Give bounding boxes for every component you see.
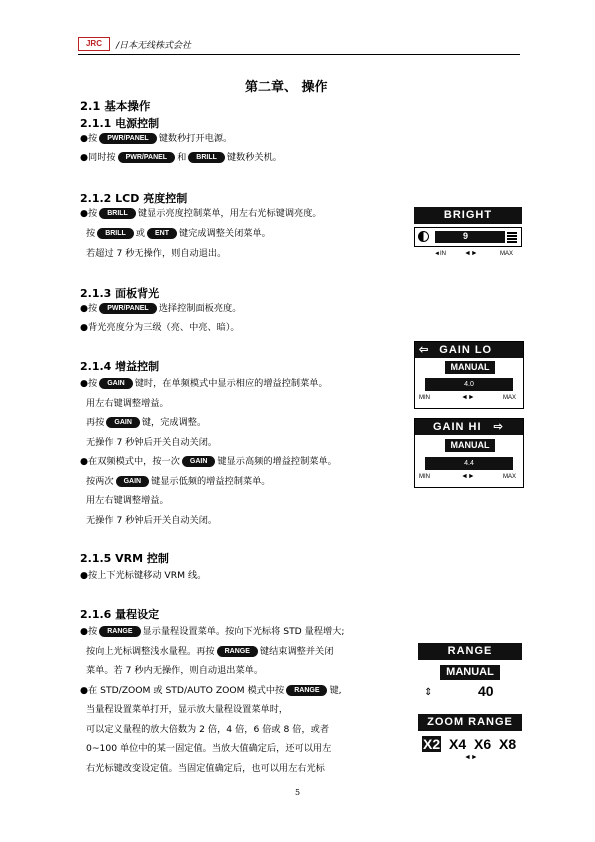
arrows-icon: ◄► bbox=[464, 250, 478, 257]
range-mode: MANUAL bbox=[440, 665, 500, 680]
pwr-panel-key: PWR/PANEL bbox=[118, 152, 175, 163]
text-line: 再按 GAIN 键，完成调整。 bbox=[86, 417, 207, 428]
bright-min-label: ◄IN bbox=[434, 251, 446, 257]
zoom-option: X6 bbox=[474, 736, 492, 752]
gain-hi-title-bar bbox=[415, 419, 523, 435]
text-line: ●在 STD/ZOOM 或 STD/AUTO ZOOM 模式中按 RANGE 键, bbox=[80, 685, 342, 696]
gain-hi-mode: MANUAL bbox=[445, 439, 495, 452]
text-line: 无操作 7 秒钟后开关自动关闭。 bbox=[86, 515, 218, 526]
pwr-panel-key: PWR/PANEL bbox=[99, 303, 156, 314]
gain-hi-value: 4.4 bbox=[425, 457, 513, 470]
text-line: 按向上光标调整浅水量程。再按 RANGE 键结束调整并关闭 bbox=[86, 646, 334, 657]
range-key: RANGE bbox=[217, 646, 258, 657]
up-down-icon: ⇕ bbox=[424, 687, 433, 698]
gain-hi-panel bbox=[414, 418, 524, 488]
section-2-1-3: 2.1.3 面板背光 bbox=[80, 287, 160, 300]
left-arrow-icon: ⇦ bbox=[419, 344, 430, 356]
gain-key: GAIN bbox=[182, 456, 216, 467]
gain-hi-title: GAIN HI bbox=[433, 421, 482, 433]
range-value: 40 bbox=[478, 683, 494, 699]
gain-lo-title: GAIN LO bbox=[439, 344, 493, 356]
arrows-icon: ◄► bbox=[461, 473, 475, 480]
range-key: RANGE bbox=[286, 685, 327, 696]
text-line: 按 BRILL 或 ENT 键完成调整关闭菜单。 bbox=[86, 228, 271, 239]
bright-bar bbox=[414, 227, 522, 247]
brill-key: BRILL bbox=[188, 152, 225, 163]
gain-key: GAIN bbox=[99, 378, 133, 389]
text-line: 用左右键调整增益。 bbox=[86, 495, 169, 506]
zoom-option: X8 bbox=[499, 736, 517, 752]
range-title: RANGE bbox=[418, 643, 522, 660]
gain-hi-min: MIN bbox=[419, 474, 430, 480]
gain-hi-max: MAX bbox=[503, 474, 517, 480]
text-line: 用左右键调整增益。 bbox=[86, 398, 169, 409]
bright-title: BRIGHT bbox=[414, 207, 522, 224]
page-number: 5 bbox=[295, 788, 301, 797]
jrc-logo: JRC bbox=[78, 37, 110, 51]
range-key: RANGE bbox=[99, 626, 140, 637]
section-2-1: 2.1 基本操作 bbox=[80, 99, 151, 113]
text-line: ●同时按 PWR/PANEL 和 BRILL 键数秒关机。 bbox=[80, 152, 282, 163]
gain-lo-min: MIN bbox=[419, 395, 430, 401]
section-2-1-4: 2.1.4 增益控制 bbox=[80, 360, 160, 373]
text-line: ●按 PWR/PANEL 键数秒打开电源。 bbox=[80, 133, 233, 144]
text-line: 无操作 7 秒钟后开关自动关闭。 bbox=[86, 437, 218, 448]
page-header bbox=[78, 36, 520, 55]
text-line: 按两次 GAIN 键显示低频的增益控制菜单。 bbox=[86, 476, 271, 487]
range-panel bbox=[418, 643, 522, 705]
text-line: ●按 GAIN 键时，在单频模式中显示相应的增益控制菜单。 bbox=[80, 378, 328, 389]
bright-value: 9 bbox=[463, 231, 469, 241]
arrows-icon: ◄► bbox=[464, 754, 478, 761]
section-2-1-1: 2.1.1 电源控制 bbox=[80, 117, 160, 130]
section-2-1-5: 2.1.5 VRM 控制 bbox=[80, 552, 169, 565]
arrows-icon: ◄► bbox=[461, 394, 475, 401]
gain-lo-mode: MANUAL bbox=[445, 361, 495, 374]
zoom-option-selected: X2 bbox=[423, 736, 441, 752]
text-line: 菜单。若 7 秒内无操作，则自动退出菜单。 bbox=[86, 665, 264, 676]
pwr-panel-key: PWR/PANEL bbox=[99, 133, 156, 144]
ent-key: ENT bbox=[147, 228, 177, 239]
zoom-options bbox=[422, 736, 516, 752]
text-line: 当量程设置菜单打开，显示放大量程设置菜单时， bbox=[86, 704, 289, 715]
text-line: 若超过 7 秒无操作，则自动退出。 bbox=[86, 248, 227, 259]
text-line: ●按 RANGE 显示量程设置菜单。按向下光标将 STD 量程增大; bbox=[80, 626, 345, 637]
text-line: ●按 PWR/PANEL 选择控制面板亮度。 bbox=[80, 303, 242, 314]
gain-key: GAIN bbox=[116, 476, 150, 487]
chapter-title: 第二章、 操作 bbox=[245, 80, 328, 95]
zoom-range-panel bbox=[418, 714, 522, 764]
right-arrow-icon: ⇨ bbox=[493, 421, 504, 433]
gain-lo-value: 4.0 bbox=[425, 378, 513, 391]
brill-key: BRILL bbox=[97, 228, 134, 239]
text-line: 右光标键改变设定值。当固定值确定后，也可以用左右光标 bbox=[86, 763, 325, 774]
gain-key: GAIN bbox=[106, 417, 140, 428]
gain-lo-panel bbox=[414, 341, 524, 409]
bright-panel bbox=[414, 207, 522, 269]
gain-lo-max: MAX bbox=[503, 395, 517, 401]
text-line: ●背光亮度分为三级（亮、中亮、暗）。 bbox=[80, 322, 240, 333]
brill-key: BRILL bbox=[99, 208, 136, 219]
text-line: 可以定义量程的放大倍数为 2 倍，4 倍，6 倍或 8 倍，或者 bbox=[86, 724, 330, 735]
text-line: ●按 BRILL 键显示亮度控制菜单，用左右光标键调亮度。 bbox=[80, 208, 322, 219]
bright-max-label: MAX bbox=[500, 251, 514, 257]
text-line: ●按上下光标键移动 VRM 线。 bbox=[80, 570, 207, 581]
company-name: /日本无线株式会社 bbox=[116, 41, 192, 51]
section-2-1-2: 2.1.2 LCD 亮度控制 bbox=[80, 192, 188, 205]
bright-scale bbox=[507, 231, 517, 243]
contrast-icon bbox=[418, 231, 429, 242]
bright-level-fill bbox=[435, 231, 505, 243]
zoom-range-title: ZOOM RANGE bbox=[418, 714, 522, 731]
gain-lo-title-bar bbox=[415, 342, 523, 358]
section-2-1-6: 2.1.6 量程设定 bbox=[80, 608, 160, 621]
text-line: 0~100 单位中的某一固定值。当放大值确定后，还可以用左 bbox=[86, 743, 332, 754]
zoom-option: X4 bbox=[449, 736, 467, 752]
text-line: ●在双频模式中，按一次 GAIN 键显示高频的增益控制菜单。 bbox=[80, 456, 337, 467]
